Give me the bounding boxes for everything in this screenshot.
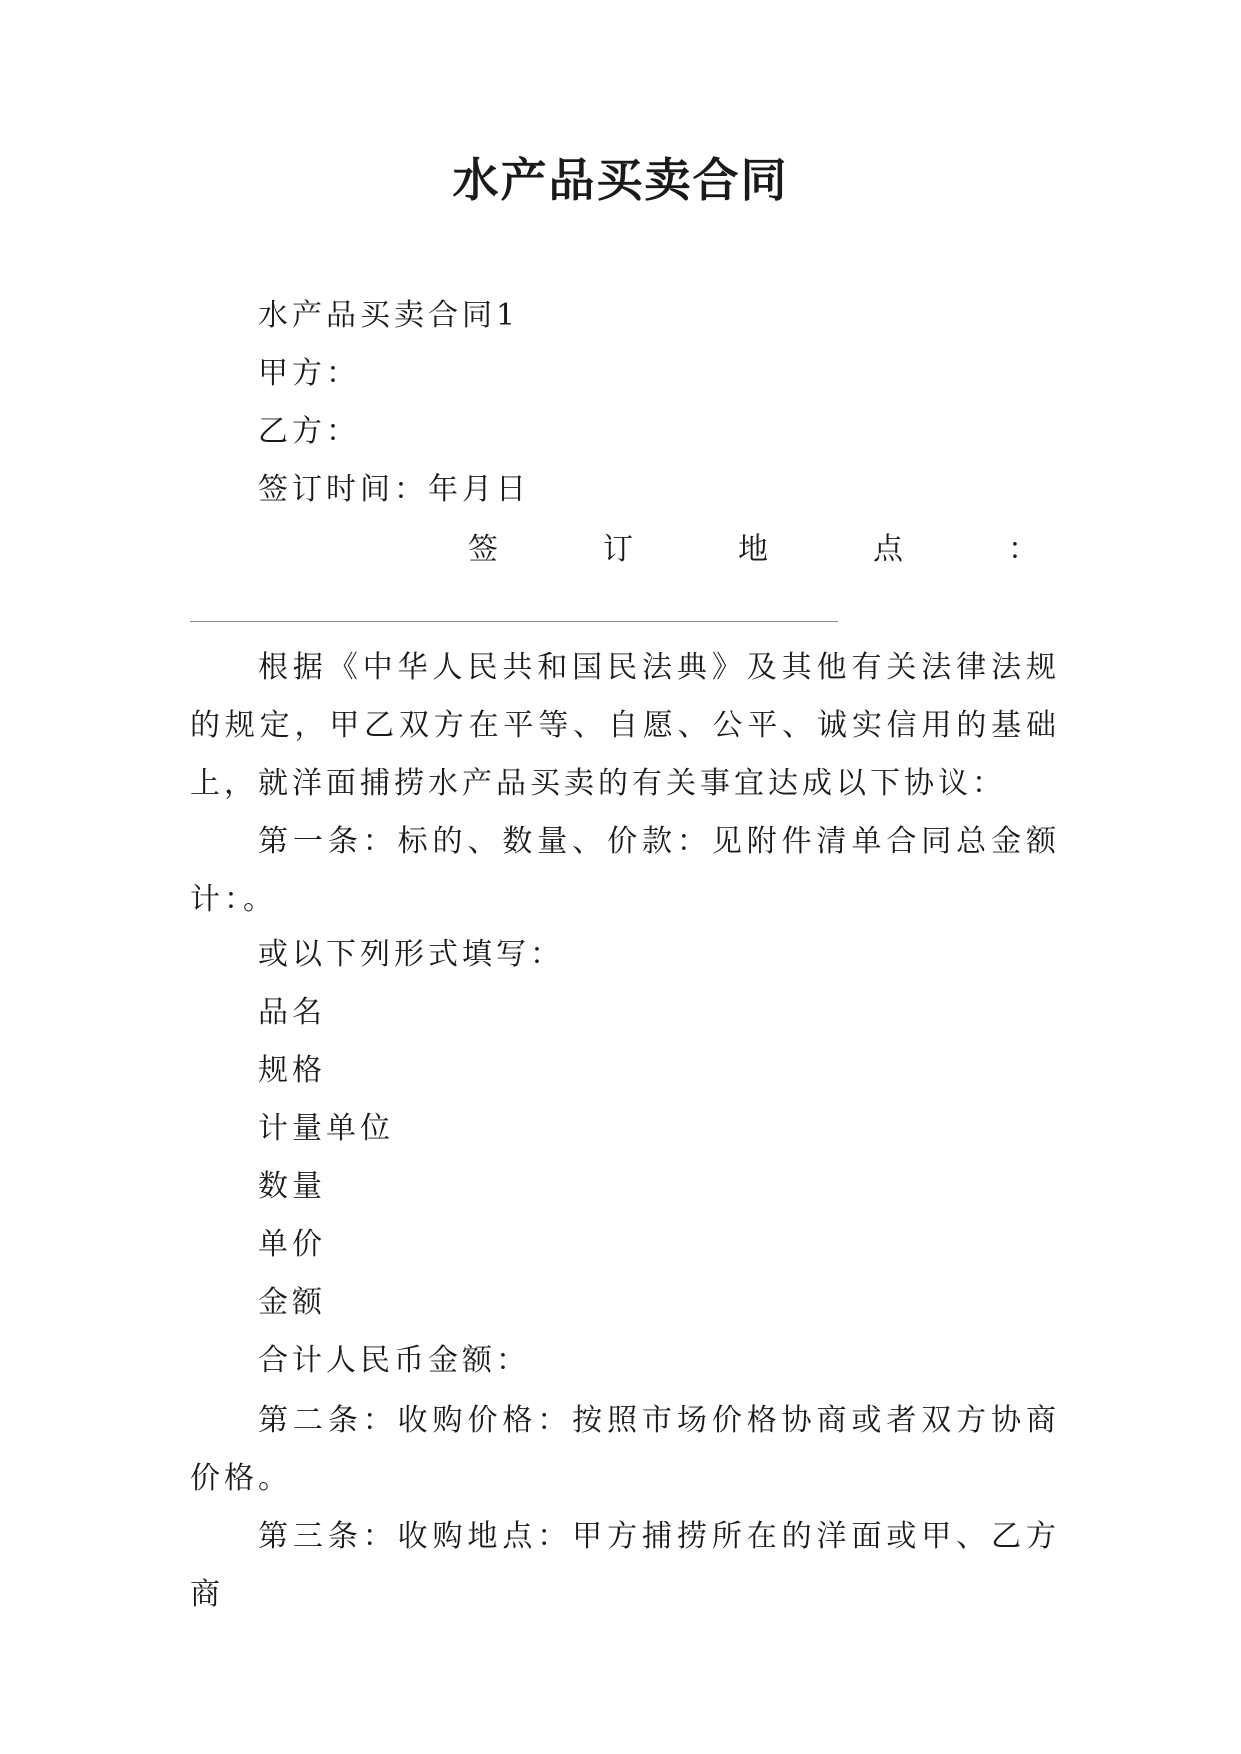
sign-place-label bbox=[468, 530, 1038, 570]
article-1-paragraph: 第一条：标的、数量、价款：见附件清单合同总金额计：。 bbox=[190, 824, 1060, 917]
sign-place-char: 订 bbox=[603, 532, 633, 567]
article-3-paragraph: 第三条：收购地点：甲方捕捞所在的洋面或甲、乙方商 bbox=[190, 1519, 1060, 1612]
field-unit: 计量单位 bbox=[258, 1111, 394, 1146]
sign-place-char: ： bbox=[1008, 532, 1038, 567]
sign-time-label: 签订时间：年月日 bbox=[258, 472, 530, 507]
contract-subtitle: 水产品买卖合同1 bbox=[258, 298, 520, 333]
sign-place-underline bbox=[190, 621, 838, 622]
field-amount: 金额 bbox=[258, 1285, 326, 1320]
sign-place-char: 地 bbox=[738, 532, 768, 567]
field-specification: 规格 bbox=[258, 1053, 326, 1088]
document-title: 水产品买卖合同 bbox=[452, 153, 789, 207]
party-b-label: 乙方： bbox=[258, 414, 360, 449]
sign-place-char: 签 bbox=[468, 532, 498, 567]
party-a-label: 甲方： bbox=[258, 356, 360, 391]
article-2-paragraph: 第二条：收购价格：按照市场价格协商或者双方协商价格。 bbox=[190, 1403, 1060, 1496]
total-amount-label: 合计人民币金额： bbox=[258, 1343, 530, 1378]
intro-paragraph: 根据《中华人民共和国民法典》及其他有关法律法规的规定，甲乙双方在平等、自愿、公平、诚实信用的基础上，就洋面捕捞水产品买卖的有关事宜达成以下协议： bbox=[190, 650, 1060, 801]
field-product-name: 品名 bbox=[258, 995, 326, 1030]
fill-form-label: 或以下列形式填写： bbox=[258, 937, 564, 972]
field-unit-price: 单价 bbox=[258, 1227, 326, 1262]
field-quantity: 数量 bbox=[258, 1169, 326, 1204]
sign-place-char: 点 bbox=[873, 532, 903, 567]
